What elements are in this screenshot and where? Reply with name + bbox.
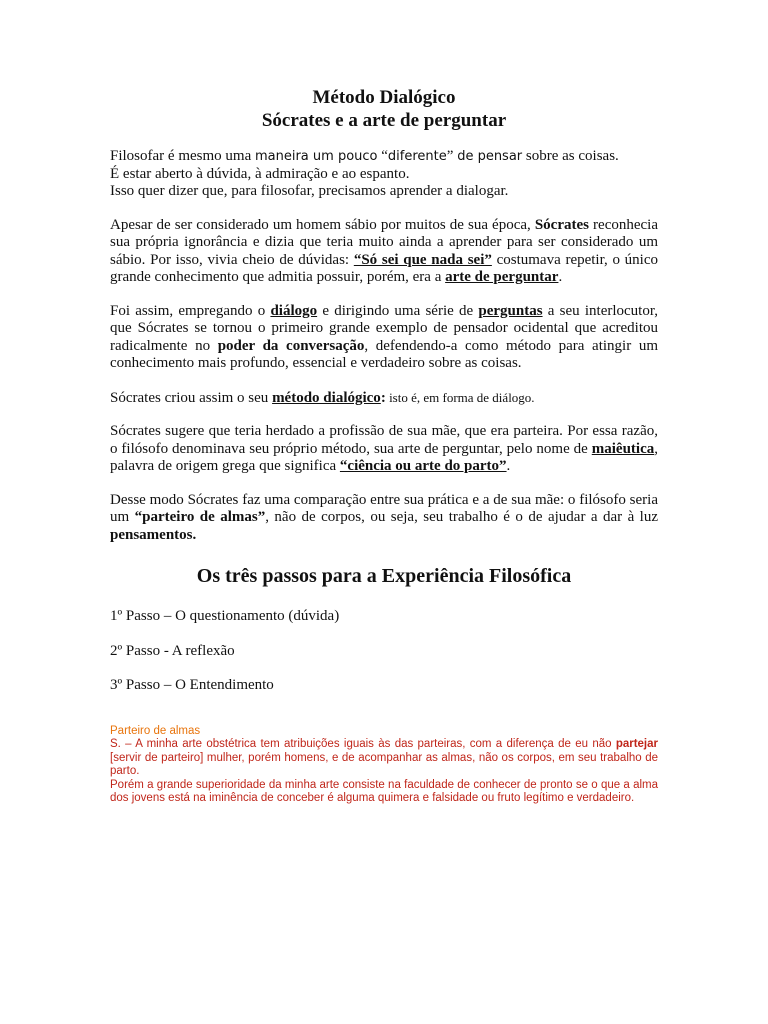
keyword-socrates: Sócrates [534,216,589,233]
note-keyword-partejar: partejar [615,738,658,750]
document-page [110,86,658,806]
intro-line-3: Isso quer dizer que, para filosofar, precisamos aprender a dialogar. [110,183,509,199]
note-paragraph-1: S. – A minha arte obstétrica tem atribuições iguais às das parteiras, com a diferença de eu não partejar [servir de parteiro] mulher, porém homens, e de acompanhar as almas, não os corpos, em seu trabalho de parto. [110,738,658,777]
section-heading: Os três passos para a Experiência Filosófica [196,565,572,587]
title-line-1: Método Dialógico [312,87,456,108]
note-paragraph-2: Porém a grande superioridade da minha arte consiste na faculdade de conhecer de pronto se o que a alma dos jovens está na iminência de conceber é alguma quimera e falsidade ou fruto legítimo e verdadeiro. [110,778,658,804]
keyword-arte-de-perguntar: arte de perguntar [445,269,559,285]
paragraph-3: Sócrates criou assim o seu método dialógico: isto é, em forma de diálogo. [110,389,535,406]
title-line-2: Sócrates e a arte de perguntar [261,110,507,131]
step-1: 1º Passo – O questionamento (dúvida) [110,608,340,624]
keyword-pensamentos: pensamentos. [110,526,197,543]
note-block [110,725,658,806]
document-title [110,86,658,132]
intro-phrase-2: diferente [387,149,447,164]
paragraph-5: Desse modo Sócrates faz uma comparação entre sua prática e a de sua mãe: o filósofo seria um “parteiro de almas”, não de corpos, ou seja, seu trabalho é o de ajudar a dar à luz pensamentos. [110,491,659,543]
intro-paragraph: Filosofar é mesmo uma maneira um pouco “diferente” de pensar sobre as coisas. É estar aberto à dúvida, à admiração e ao espanto. Isso quer dizer que, para filosofar, precisamos aprender a dialogar. [110,148,619,199]
intro-phrase-3: de pensar [457,149,523,164]
paragraph-2: Foi assim, empregando o diálogo e dirigindo uma série de perguntas a seu interlocutor, que Sócrates se tornou o primeiro grande exemplo de pensador ocidental que acreditou radicalmente no poder da conversação, defendendo-a como método para atingir um conhecimento mais profundo, essencial e verdadeiro sobre as coisas. [110,302,658,371]
paragraph-1: Apesar de ser considerado um homem sábio por muitos de sua época, Sócrates reconhecia sua própria ignorância e dizia que teria muito ainda a aprender para ser considerado um sábio. Por isso, vivia cheio de dúvidas: “Só sei que nada sei” costumava repetir, o único grande conhecimento que admitia possuir, porém, era a arte de perguntar. [110,216,658,285]
quote-so-sei: “Só sei que nada sei” [353,251,492,268]
paragraph-4: Sócrates sugere que teria herdado a profissão de sua mãe, que era parteira. Por essa razão, o filósofo denominava seu próprio método, sua arte de perguntar, pelo nome de maiêutica, palavra de origem grega que significa “ciência ou arte do parto”. [110,423,658,474]
step-2: 2º Passo - A reflexão [110,642,235,659]
step-3: 3º Passo – O Entendimento [110,677,274,693]
keyword-maieutica: maiêutica [591,440,655,457]
intro-line-2: É estar aberto à dúvida, à admiração e ao espanto. [110,165,410,182]
keyword-poder-da-conversacao: poder da conversação [217,337,365,354]
keyword-metodo-dialogico: método dialógico [272,389,381,406]
intro-phrase-1: maneira um pouco [254,149,378,164]
keyword-dialogo: diálogo [270,302,318,319]
note-heading: Parteiro de almas [110,724,201,737]
quote-ciencia-do-parto: “ciência ou arte do parto” [339,458,507,474]
keyword-perguntas: perguntas [478,302,543,319]
quote-parteiro-de-almas: “parteiro de almas” [134,509,266,525]
